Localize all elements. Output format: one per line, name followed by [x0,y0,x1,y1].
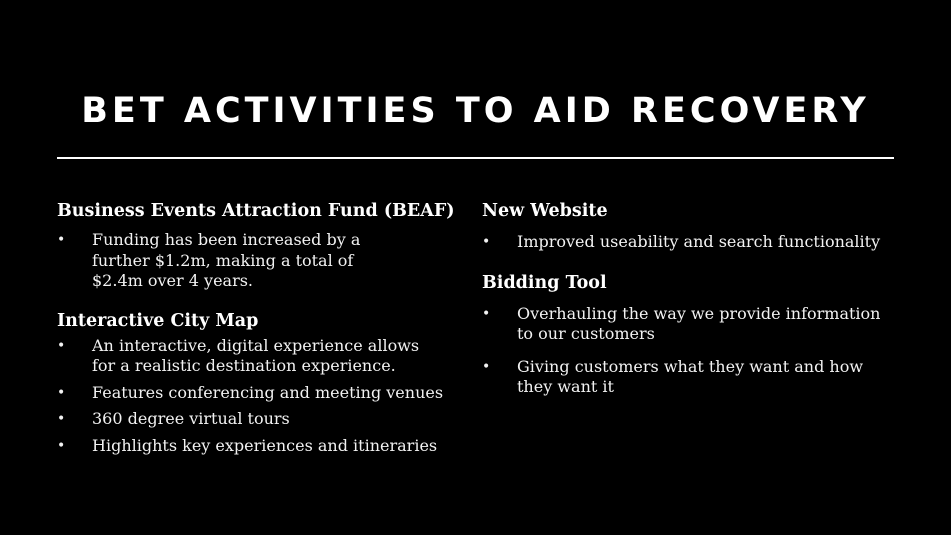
bullet-text: 360 degree virtual tours [92,409,290,428]
bullet-text: Features conferencing and meeting venues [92,382,444,402]
bullet-item [482,304,887,345]
bullet-item [57,383,452,404]
bullet-item [57,336,422,377]
bullet-text: An interactive, digital experience allows for a realistic destination experience. [92,335,420,375]
section-new-website [482,198,902,253]
bullet-item [57,230,377,292]
bullet-item [482,357,887,398]
slide-title: BET ACTIVITIES TO AID RECOVERY [81,91,870,131]
bullet-item [57,436,452,457]
section-bidding-tool [482,270,902,398]
bullet-list-bidding-tool [482,304,902,398]
bullet-list-city-map [57,336,457,457]
bullet-dot: • [57,232,66,248]
section-beaf [57,198,457,292]
left-column [57,198,457,462]
bullet-dot: • [57,337,66,354]
bullet-dot: • [57,384,66,401]
bullet-text: Funding has been increased by a further $1.2m, making a total of $2.4m over 4 years. [92,230,361,290]
section-heading-bidding-tool: Bidding Tool [482,272,607,293]
bullet-list-new-website [482,232,902,253]
bullet-text: Highlights key experiences and itineraries [92,435,438,455]
bullet-dot: • [482,358,491,375]
section-heading-new-website: New Website [482,201,608,221]
bullet-dot: • [57,411,66,427]
bullet-dot: • [482,234,491,250]
right-column [482,198,902,410]
section-city-map [57,308,457,457]
bullet-list-beaf [57,230,457,292]
bullet-text: Giving customers what they want and how they want it [517,356,864,396]
bullet-dot: • [57,437,66,454]
bullet-text: Improved useability and search functionality [517,232,881,251]
bullet-item [482,232,902,253]
bullet-dot: • [482,305,491,322]
section-heading-beaf: Business Events Attraction Fund (BEAF) [57,201,455,221]
section-heading-city-map: Interactive City Map [57,310,259,331]
bullet-item [57,409,452,430]
title-divider [57,157,894,159]
bullet-text: Overhauling the way we provide information to our customers [517,303,881,343]
